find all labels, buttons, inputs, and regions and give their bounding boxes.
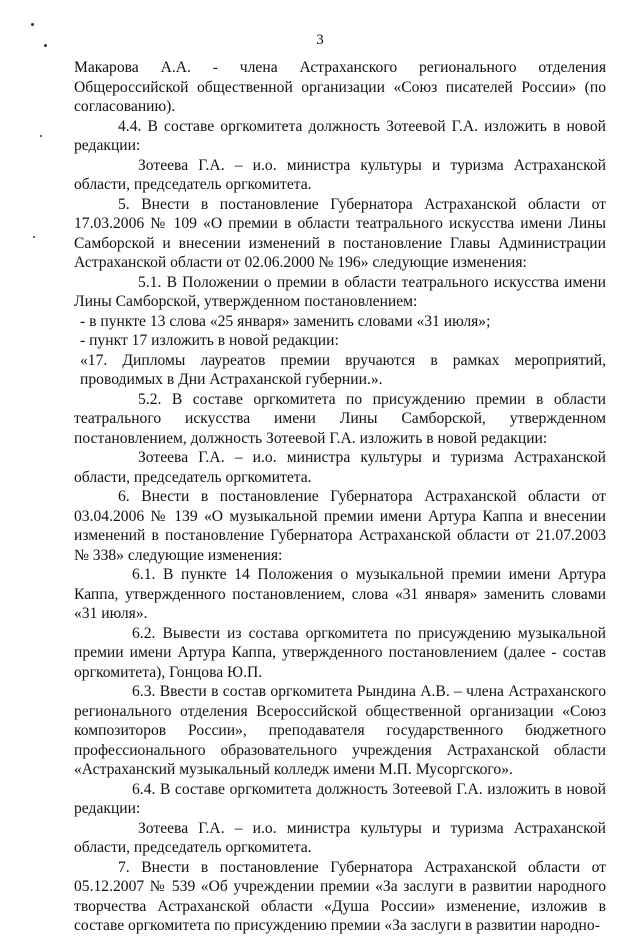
paragraph: 5.2. В составе оргкомитета по присуждению премии в области театрального искусства имени Лины Самборской, утвержденном постановлением, должность Зотеевой Г.А. изложить в новой редакции: [74, 390, 606, 447]
paragraph: Зотеева Г.А. – и.о. министра культуры и туризма Астраханской области, председатель оргкомитета. [74, 156, 606, 193]
paragraph: 5.1. В Положении о премии в области театрального искусства имени Лины Самборской, утвержденном постановлением: [74, 273, 606, 310]
document-body [74, 58, 606, 936]
page-number: 3 [316, 32, 324, 48]
paragraph: 4.4. В составе оргкомитета должность Зотеевой Г.А. изложить в новой редакции: [74, 117, 606, 154]
paragraph: 6.1. В пункте 14 Положения о музыкальной премии имени Артура Каппа, утвержденного постановлением, слова «31 января» заменить словами «31 июля». [74, 566, 606, 622]
paragraph: 6.4. В составе оргкомитета должность Зотеевой Г.А. изложить в новой редакции: [74, 780, 606, 817]
paragraph: - пункт 17 изложить в новой редакции: [80, 332, 339, 349]
paragraph: Зотеева Г.А. – и.о. министра культуры и туризма Астраханской области, председатель оргкомитета. [74, 819, 606, 856]
paragraph: - в пункте 13 слова «25 января» заменить словами «31 июля»; [80, 312, 491, 330]
paragraph: 6.3. Ввести в состав оргкомитета Рындина А.В. – члена Астраханского регионального отделения Всероссийской общественной организации «Союз композиторов России», преподавателя государственного бюджетного профессионального образовательного учреждения Астраханской области «Астраханский музыкальный колледж имени М.П. Мусоргского». [74, 683, 606, 778]
paragraph: 6.2. Вывести из состава оргкомитета по присуждению музыкальной премии имени Артура Каппа, утвержденного постановлением (далее - состав оргкомитета), Гонцова Ю.П. [74, 624, 606, 681]
paragraph: 5. Внести в постановление Губернатора Астраханской области от 17.03.2006 № 109 «О премии в области театрального искусства имени Лины Самборской и внесении изменений в постановление Главы Администрации Астраханской области от 02.06.2000 № 196» следующие изменения: [74, 195, 606, 271]
paragraph: 6. Внести в постановление Губернатора Астраханской области от 03.04.2006 № 139 «О музыкальной премии имени Артура Каппа и внесении изменений в постановление Губернатора Астраханской области от 21.07.2003 № 338» следующие изменения: [74, 488, 606, 564]
paragraph: Макарова А.А. - члена Астраханского регионального отделения Общероссийской общественной организации «Союз писателей России» (по согласованию). [74, 59, 606, 115]
scan-speck [44, 44, 47, 47]
scan-speck [31, 23, 34, 26]
paragraph: Зотеева Г.А. – и.о. министра культуры и туризма Астраханской области, председатель оргкомитета. [74, 449, 606, 486]
scan-speck [33, 236, 35, 238]
paragraph: 7. Внести в постановление Губернатора Астраханской области от 05.12.2007 № 539 «Об учреждении премии «За заслуги в развитии народного творчества Астраханской области «Душа России» изменение, изложив в составе оргкомитета по присуждению премии «За заслуги в развитии народно- [74, 858, 606, 934]
paragraph: «17. Дипломы лауреатов премии вручаются в рамках мероприятий, проводимых в Дни Астраханской губернии.». [80, 351, 606, 388]
scan-speck [40, 135, 42, 137]
